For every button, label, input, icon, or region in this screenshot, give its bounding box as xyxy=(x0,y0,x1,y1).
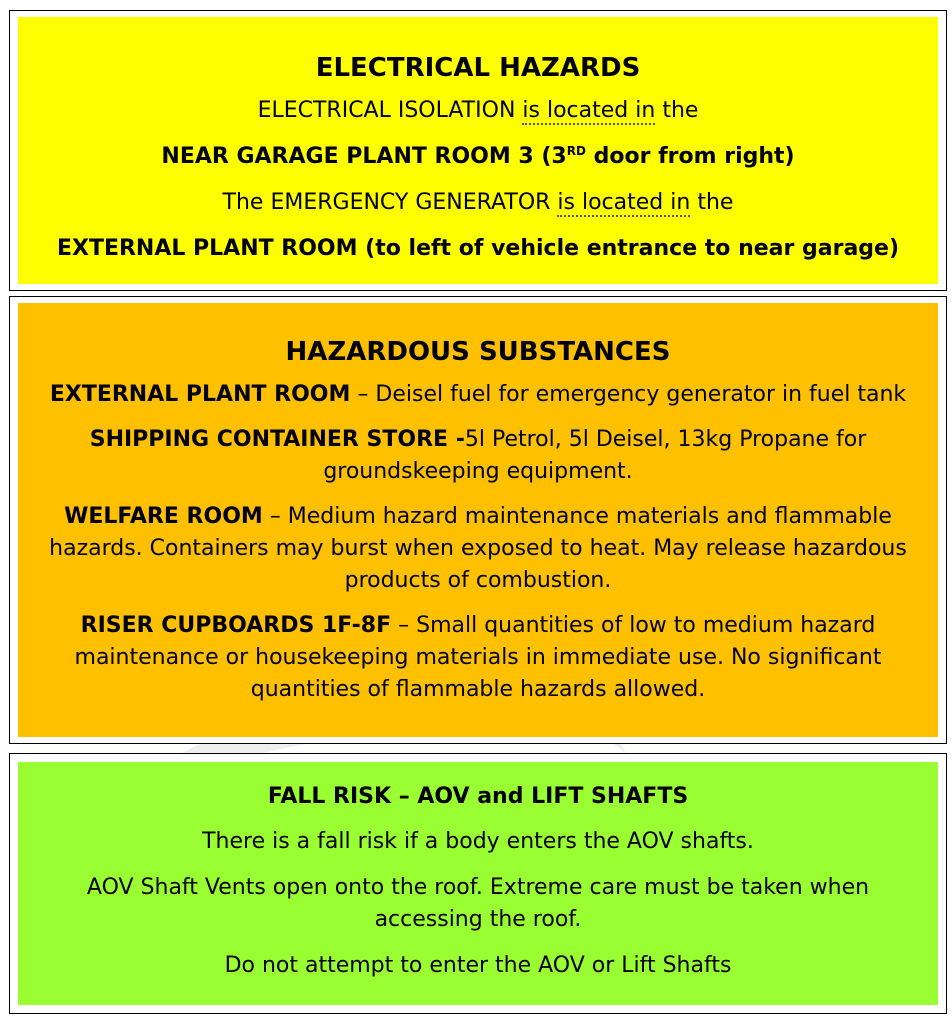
substance-location: EXTERNAL PLANT ROOM xyxy=(49,382,351,407)
generator-location-line xyxy=(18,233,938,265)
substance-description: – Small quantities of low to medium hazard maintenance or housekeeping materials in immediate use. No significant quantities of flammable hazards allowed. xyxy=(74,613,882,702)
location-text: NEAR GARAGE PLANT ROOM 3 (3 xyxy=(161,144,567,169)
hazardous-substances-title: HAZARDOUS SUBSTANCES xyxy=(285,337,671,367)
line-text: the xyxy=(655,98,699,123)
fall-risk-line: There is a fall risk if a body enters the AOV shafts. xyxy=(202,829,754,854)
hazardous-substances-box xyxy=(9,296,947,744)
located-in-text: is located in xyxy=(522,98,656,123)
substance-item xyxy=(18,424,938,488)
line-text: The EMERGENCY GENERATOR xyxy=(222,190,558,215)
substance-location: WELFARE ROOM xyxy=(64,504,263,529)
substance-location: SHIPPING CONTAINER STORE - xyxy=(89,427,465,452)
substance-description: 5l Petrol, 5l Deisel, 13kg Propane for groundskeeping equipment. xyxy=(323,427,867,484)
electrical-hazards-box xyxy=(9,10,947,291)
located-in-text: is located in xyxy=(557,190,691,215)
fall-risk-line: Do not attempt to enter the AOV or Lift Shafts xyxy=(224,953,732,978)
ordinal-superscript: RD xyxy=(566,144,586,158)
substance-item xyxy=(18,379,938,411)
electrical-hazards-title: ELECTRICAL HAZARDS xyxy=(315,53,641,83)
fall-risk-box xyxy=(9,753,947,1014)
substance-item xyxy=(18,501,938,597)
substance-description: – Medium hazard maintenance materials and flammable hazards. Containers may burst when exposed to heat. May release hazardous products of combustion. xyxy=(49,504,907,593)
emergency-generator-line xyxy=(18,187,938,219)
substance-item xyxy=(18,610,938,706)
fall-risk-line: AOV Shaft Vents open onto the roof. Extreme care must be taken when accessing the roof. xyxy=(86,875,870,932)
fall-risk-panel xyxy=(18,762,938,1005)
location-text: EXTERNAL PLANT ROOM (to left of vehicle entrance to near garage) xyxy=(56,236,900,261)
line-text: ELECTRICAL ISOLATION xyxy=(257,98,523,123)
substance-location: RISER CUPBOARDS 1F-8F xyxy=(80,613,392,638)
electrical-isolation-line xyxy=(18,95,938,127)
fall-risk-title: FALL RISK – AOV and LIFT SHAFTS xyxy=(267,784,689,809)
location-text: door from right) xyxy=(585,144,795,169)
line-text: the xyxy=(690,190,734,215)
hazardous-substances-panel xyxy=(18,303,938,737)
isolation-location-line xyxy=(18,141,938,173)
substance-description: – Deisel fuel for emergency generator in fuel tank xyxy=(350,382,907,407)
electrical-hazards-panel xyxy=(18,17,938,284)
